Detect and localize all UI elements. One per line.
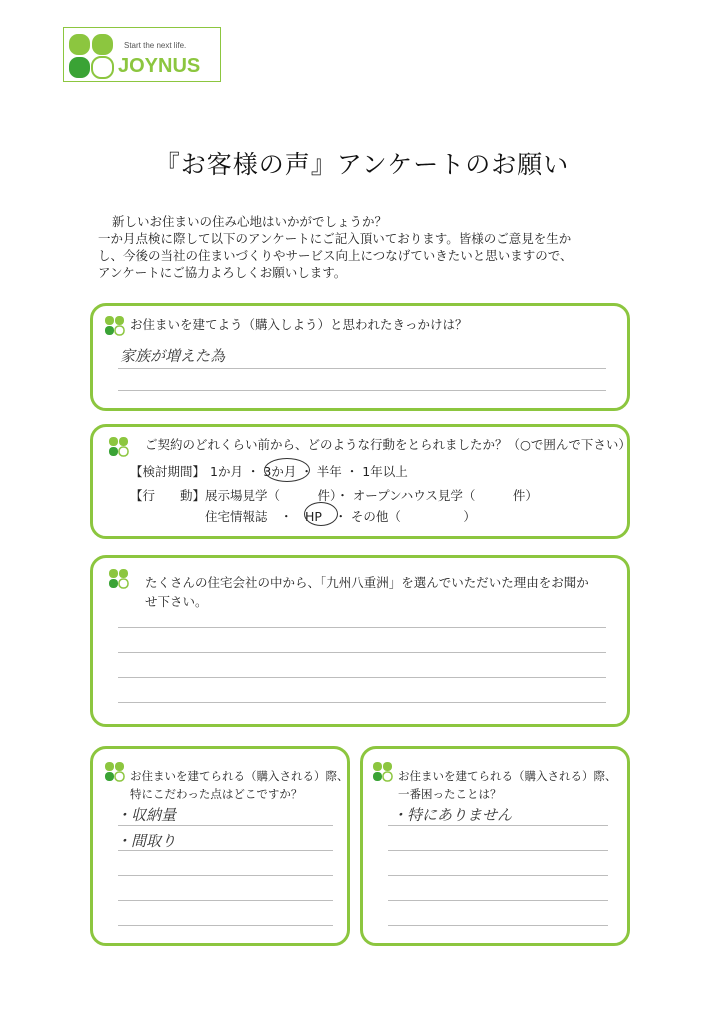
- action-options-line2: 住宅情報誌 ・ HP ・ その他（ ）: [205, 509, 476, 524]
- clover-bullet-icon: [104, 761, 126, 783]
- question-4-text-line2: 特にこだわった点はどこですか？: [130, 787, 303, 801]
- answer-line: [118, 702, 606, 703]
- answer-line: [388, 925, 608, 926]
- period-label: 【検討期間】: [130, 464, 206, 479]
- answer-4-handwritten[interactable]: ・収納量: [116, 806, 177, 824]
- answer-line: [118, 900, 333, 901]
- question-3-text-line2: せ下さい。: [145, 594, 208, 609]
- question-2-text: ご契約のどれくらい前から、どのような行動をとられましたか？（○で囲んで下さい）: [145, 437, 631, 452]
- answer-line: [118, 652, 606, 653]
- intro-line: し、今後の当社の住まいづくりやサービス向上につなげていきたいと思いますので、: [98, 248, 573, 263]
- answer-line: [118, 368, 606, 369]
- joynus-logo: [63, 27, 221, 82]
- answer-1-handwritten[interactable]: 家族が増えた為: [120, 347, 226, 365]
- intro-line: 一か月点検に際して以下のアンケートにご記入頂いております。皆様のご意見を生か: [98, 231, 572, 246]
- clover-bullet-icon: [108, 436, 130, 458]
- intro-line: アンケートにご協力よろしくお願いします。: [98, 265, 347, 280]
- question-5-text-line2: 一番困ったことは？: [398, 787, 502, 801]
- answer-line: [388, 825, 608, 826]
- answer-line: [388, 900, 608, 901]
- logo-brand: JOYNUS: [118, 55, 201, 77]
- action-options-line1: 展示場見学（ 件）・ オープンハウス見学（ 件）: [205, 488, 538, 503]
- selected-period-circle[interactable]: [264, 458, 310, 482]
- action-label: 【行 動】: [130, 488, 206, 503]
- logo-tagline: Start the next life.: [124, 41, 187, 50]
- intro-text: [98, 213, 638, 281]
- clover-bullet-icon: [108, 568, 130, 590]
- question-1-text: お住まいを建てよう（購入しよう）と思われたきっかけは？: [130, 317, 468, 332]
- clover-bullet-icon: [372, 761, 394, 783]
- answer-line: [118, 677, 606, 678]
- answer-4-handwritten[interactable]: ・間取り: [116, 832, 177, 850]
- selected-action-circle[interactable]: [304, 502, 338, 526]
- question-4-text-line1: お住まいを建てられる（購入される）際、: [130, 769, 349, 783]
- clover-bullet-icon: [104, 315, 126, 337]
- answer-line: [118, 390, 606, 391]
- clover-logo-icon: [64, 28, 120, 83]
- answer-line: [388, 875, 608, 876]
- question-5-text-line1: お住まいを建てられる（購入される）際、: [398, 769, 617, 783]
- intro-line: 新しいお住まいの住み心地はいかがでしょうか？: [112, 214, 388, 229]
- period-options: 1か月 ・ 3か月 ・ 半年 ・ 1年以上: [210, 464, 408, 479]
- answer-5-handwritten[interactable]: ・特にありません: [392, 806, 513, 824]
- answer-line: [118, 850, 333, 851]
- answer-line: [388, 850, 608, 851]
- question-3-text-line1: たくさんの住宅会社の中から、「九州八重洲」を選んでいただいた理由をお聞か: [145, 575, 589, 590]
- answer-line: [118, 875, 333, 876]
- page-title: 『お客様の声』アンケートのお願い: [154, 150, 570, 179]
- answer-line: [118, 627, 606, 628]
- answer-line: [118, 925, 333, 926]
- answer-line: [118, 825, 333, 826]
